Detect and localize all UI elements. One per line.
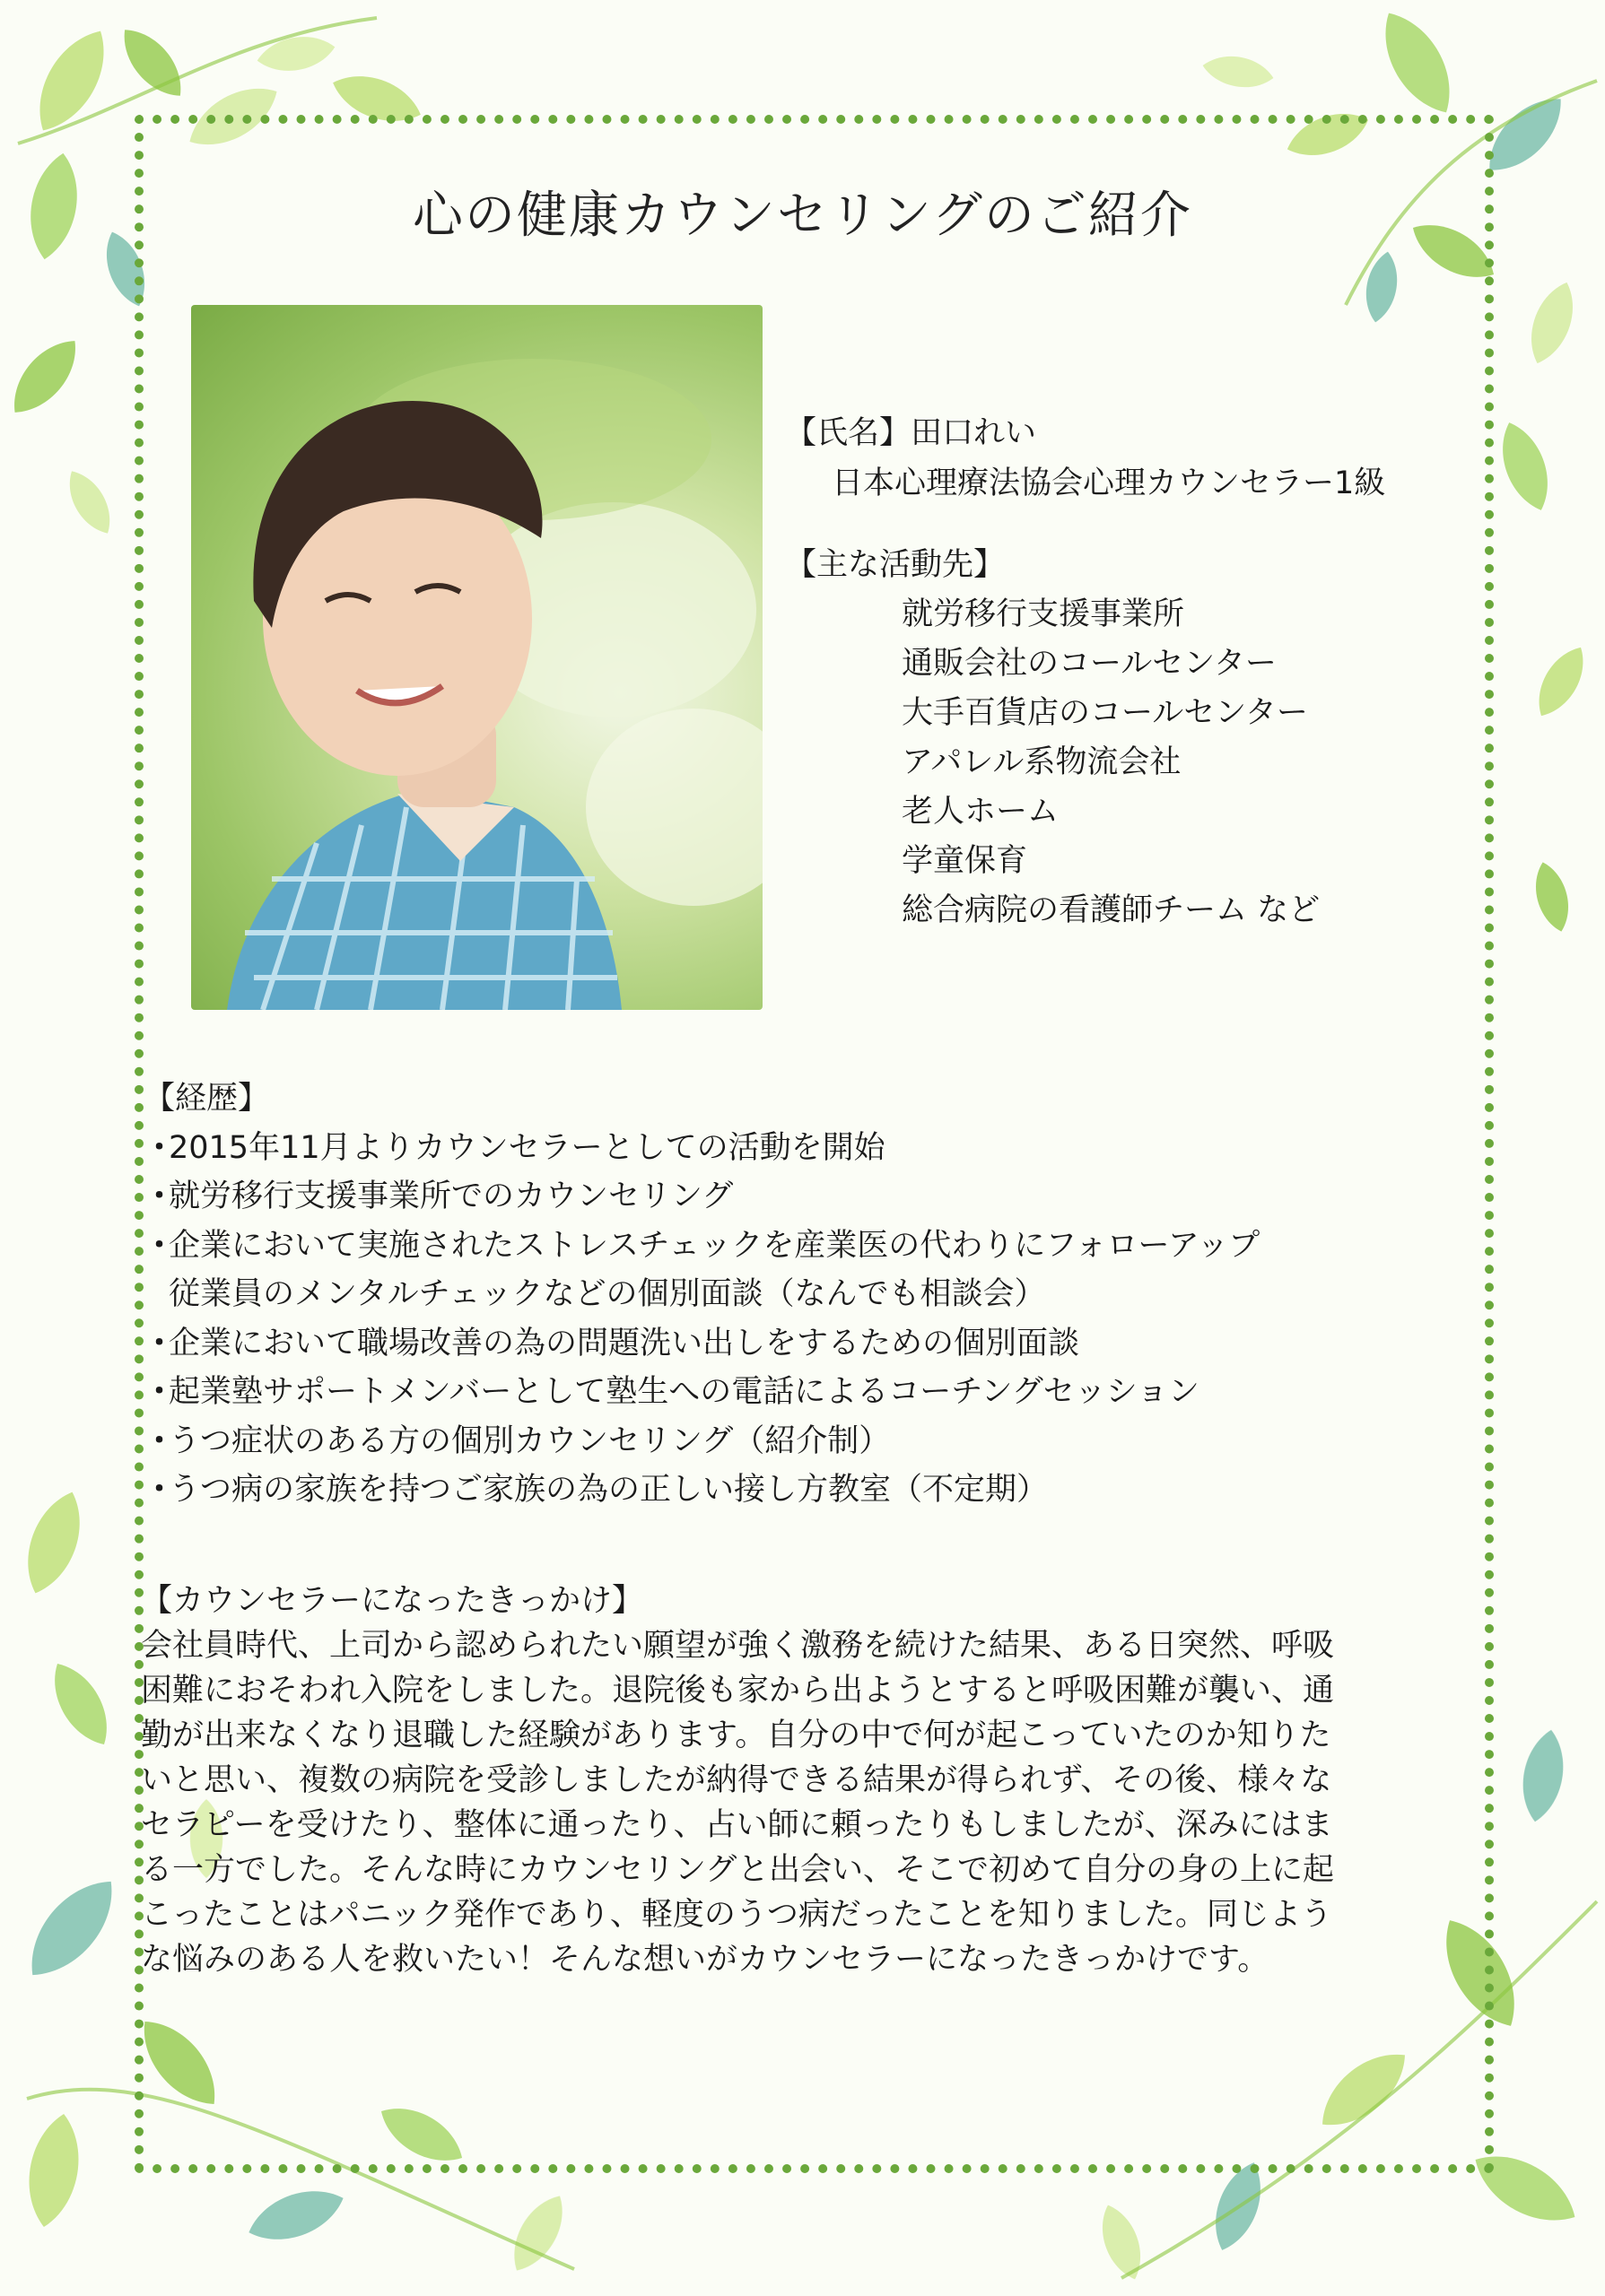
career-list bbox=[144, 1124, 1260, 1515]
bullet: ・ bbox=[144, 1178, 176, 1214]
activities-list bbox=[785, 590, 1320, 935]
leaf-icon bbox=[241, 2179, 350, 2252]
list-item: 総合病院の看護師チーム など bbox=[902, 892, 1321, 928]
leaf-icon bbox=[255, 30, 338, 76]
leaf-icon bbox=[1516, 1726, 1570, 1825]
leaf-icon bbox=[1093, 2199, 1150, 2284]
profile-block bbox=[785, 408, 1385, 509]
story-line: セラピーを受けたり、整体に通ったり、占い師に頼ったりもしましたが、深みにはま bbox=[141, 1807, 1333, 1843]
career-item-text: うつ症状のある方の個別カウンセリング（紹介制） bbox=[169, 1422, 891, 1459]
list-item bbox=[144, 1222, 1260, 1271]
story-line: な悩みのある人を救いたい！そんな想いがカウンセラーになったきっかけです。 bbox=[141, 1942, 1269, 1978]
bullet: ・ bbox=[144, 1325, 176, 1361]
leaf-icon bbox=[111, 19, 194, 108]
bullet: ・ bbox=[144, 1472, 176, 1508]
bullet: ・ bbox=[144, 1129, 176, 1166]
list-item-continuation: 従業員のメンタルチェックなどの個別面談（なんでも相談会） bbox=[169, 1276, 1046, 1312]
leaf-icon bbox=[1200, 51, 1277, 92]
story-line: る一方でした。そんな時にカウンセリングと出会い、そこで初めて自分の身の上に起 bbox=[141, 1852, 1335, 1888]
list-item: 通販会社のコールセンター bbox=[902, 646, 1277, 682]
list-item bbox=[144, 1368, 1260, 1417]
career-heading: 【経歴】 bbox=[144, 1081, 270, 1117]
leaf-icon bbox=[1529, 858, 1576, 935]
story-line: こったことはパニック発作であり、軽度のうつ病だったことを知りました。同じよう bbox=[141, 1897, 1332, 1933]
list-item: 就労移行支援事業所 bbox=[902, 596, 1185, 632]
career-item-text: 企業において職場改善の為の問題洗い出しをするための個別面談 bbox=[169, 1325, 1080, 1361]
story-line: 会社員時代、上司から認められたい願望が強く激務を続けた結果、ある日突然、呼吸 bbox=[141, 1628, 1335, 1664]
career-item-text: うつ病の家族を持つご家族の為の正しい接し方教室（不定期） bbox=[169, 1472, 1049, 1508]
leaf-icon bbox=[0, 328, 90, 424]
leaf-icon bbox=[1368, 1, 1467, 124]
bullet: ・ bbox=[144, 1422, 176, 1459]
list-item: 学童保育 bbox=[902, 843, 1028, 879]
leaf-icon bbox=[1521, 276, 1583, 370]
portrait-photo bbox=[191, 305, 763, 1010]
career-item-text: 2015年11月よりカウンセラーとしての活動を開始 bbox=[169, 1129, 885, 1166]
name-row bbox=[785, 408, 1385, 458]
story-heading: 【カウンセラーになったきっかけ】 bbox=[141, 1583, 644, 1619]
counselor-name: 田口れい bbox=[911, 415, 1037, 451]
qualification: 日本心理療法協会心理カウンセラー1級 bbox=[832, 465, 1386, 501]
career-item-text: 就労移行支援事業所でのカウンセリング bbox=[169, 1178, 734, 1214]
career-item-text: 企業において実施されたストレスチェックを産業医の代わりにフォローアップ bbox=[169, 1227, 1260, 1264]
story-block bbox=[141, 1578, 1513, 1982]
career-block bbox=[144, 1074, 1260, 1515]
list-item bbox=[144, 1417, 1260, 1466]
list-item bbox=[144, 1465, 1260, 1515]
list-item: アパレル系物流会社 bbox=[902, 744, 1182, 780]
list-item bbox=[144, 1124, 1260, 1173]
leaf-icon bbox=[1527, 639, 1594, 724]
list-item: 老人ホーム bbox=[902, 794, 1060, 830]
list-item bbox=[144, 1319, 1260, 1369]
leaf-icon bbox=[14, 1484, 93, 1601]
bullet: ・ bbox=[144, 1227, 176, 1264]
page-title: 心の健康カウンセリングのご紹介 bbox=[413, 187, 1192, 245]
story-line: いと思い、複数の病院を受診しましたが納得できる結果が得られず、その後、様々な bbox=[141, 1762, 1332, 1798]
portrait-photo-illustration bbox=[191, 305, 763, 1010]
leaf-icon bbox=[59, 464, 121, 541]
career-item-text: 起業塾サポートメンバーとして塾生への電話によるコーチングセッション bbox=[169, 1374, 1200, 1410]
leaf-icon bbox=[21, 2109, 87, 2231]
list-item: 大手百貨店のコールセンター bbox=[902, 695, 1308, 731]
activities-heading: 【主な活動先】 bbox=[785, 547, 1006, 583]
story-line: 困難におそわれ入院をしました。退院後も家から出ようとすると呼吸困難が襲い、通 bbox=[141, 1673, 1335, 1709]
leaf-icon bbox=[13, 1866, 130, 1991]
bullet: ・ bbox=[144, 1374, 176, 1410]
leaf-icon bbox=[1491, 416, 1559, 517]
name-label: 【氏名】 bbox=[785, 415, 912, 451]
activities-block bbox=[785, 541, 1320, 935]
story-line: 勤が出来なくなり退職した経験があります。自分の中で何が起こっていたのか知りた bbox=[141, 1718, 1331, 1753]
leaf-icon bbox=[40, 1654, 120, 1754]
list-item bbox=[144, 1172, 1260, 1222]
